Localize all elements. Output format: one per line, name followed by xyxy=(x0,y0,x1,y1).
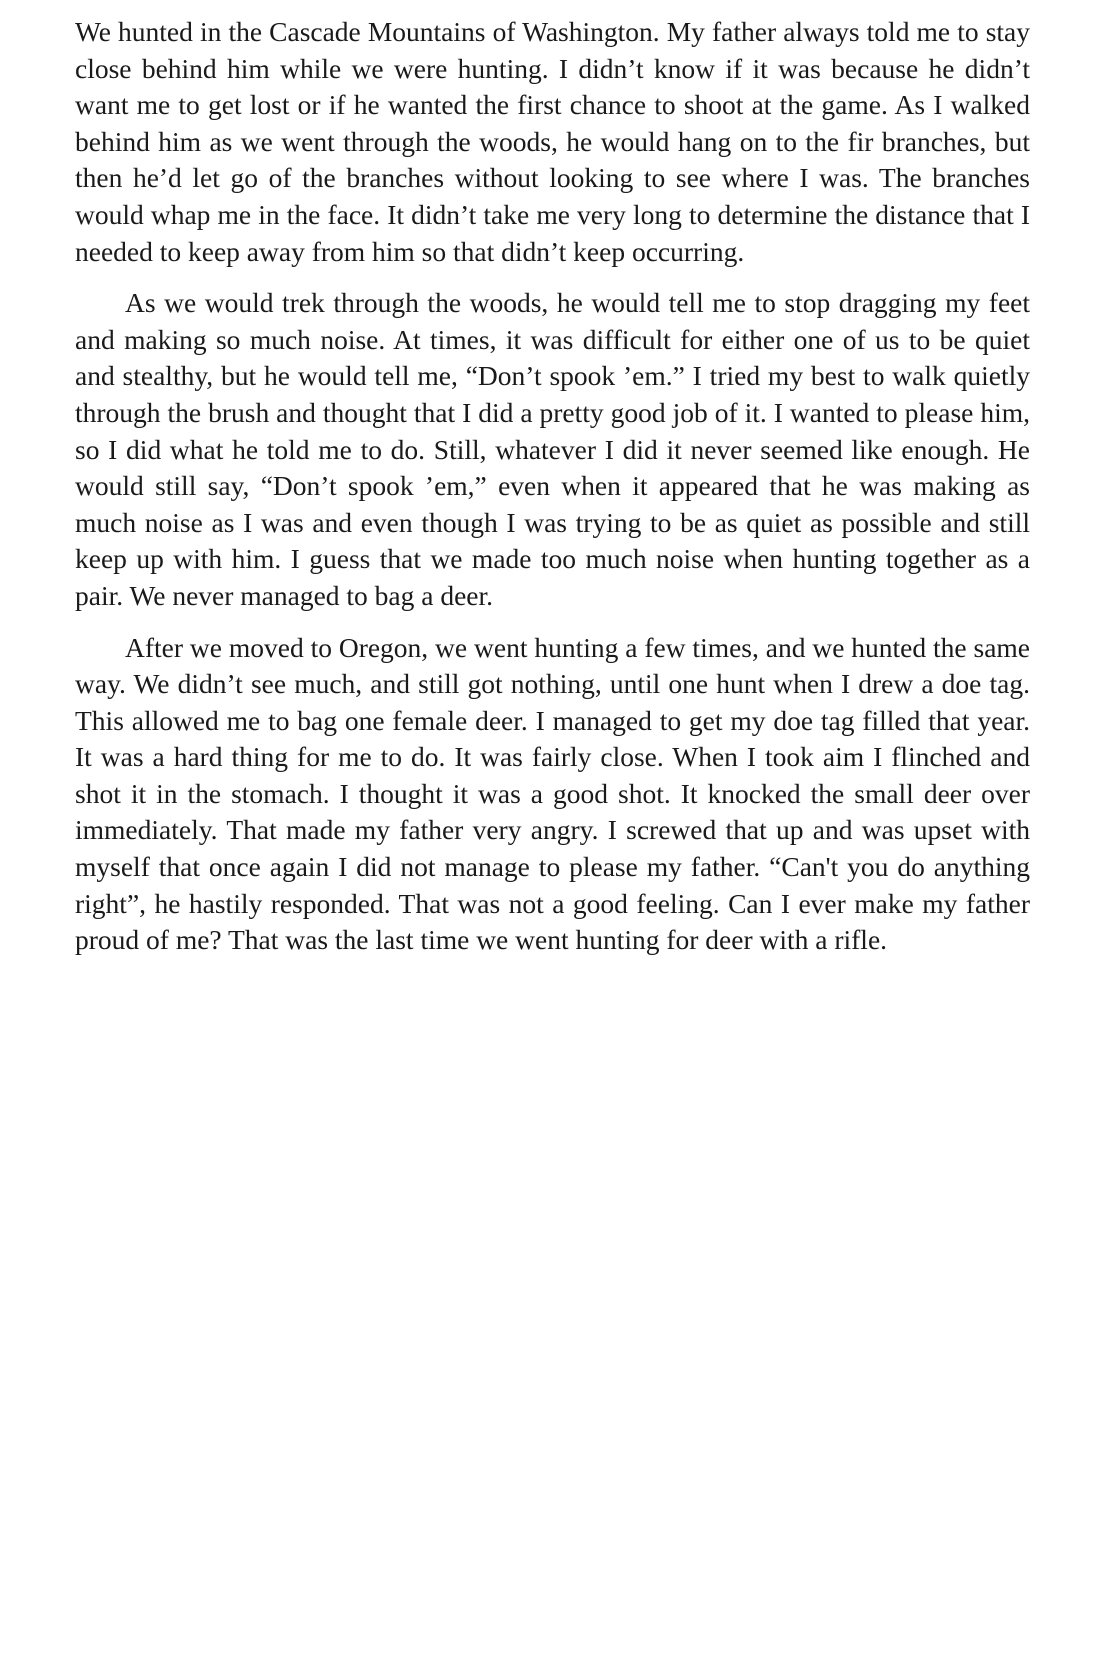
paragraph-1: We hunted in the Cascade Mountains of Washington. My father always told me to stay close behind him while we were hunting. I didn’t know if it was because he didn’t want me to get lost or if he wanted the first chance to shoot at the game. As I walked behind him as we went through the woods, he would hang on to the fir branches, but then he’d let go of the branches without looking to see where I was. The branches would whap me in the face. It didn’t take me very long to determine the distance that I needed to keep away from him so that didn’t keep occurring. xyxy=(75,16,1030,267)
paragraph-2: As we would trek through the woods, he would tell me to stop dragging my feet and making so much noise. At times, it was difficult for either one of us to be quiet and stealthy, but he would tell me, “Don’t spook ’em.” I tried my best to walk quietly through the brush and thought that I did a pretty good job of it. I wanted to please him, so I did what he told me to do. Still, whatever I did it never seemed like enough. He would still say, “Don’t spook ’em,” even when it appeared that he was making as much noise as I was and even though I was trying to be as quiet as possible and still keep up with him. I guess that we made too much noise when hunting together as a pair. We never managed to bag a deer. xyxy=(75,287,1030,611)
page-body xyxy=(75,14,1030,974)
paragraph-3: After we moved to Oregon, we went hunting a few times, and we hunted the same way. We didn’t see much, and still got nothing, until one hunt when I drew a doe tag. This allowed me to bag one female deer. I managed to get my doe tag filled that year. It was a hard thing for me to do. It was fairly close. When I took aim I flinched and shot it in the stomach. I thought it was a good shot. It knocked the small deer over immediately. That made my father very angry. I screwed that up and was upset with myself that once again I did not manage to please my father. “Can't you do anything right”, he hastily responded. That was not a good feeling. Can I ever make my father proud of me? That was the last time we went hunting for deer with a rifle. xyxy=(75,631,1030,956)
